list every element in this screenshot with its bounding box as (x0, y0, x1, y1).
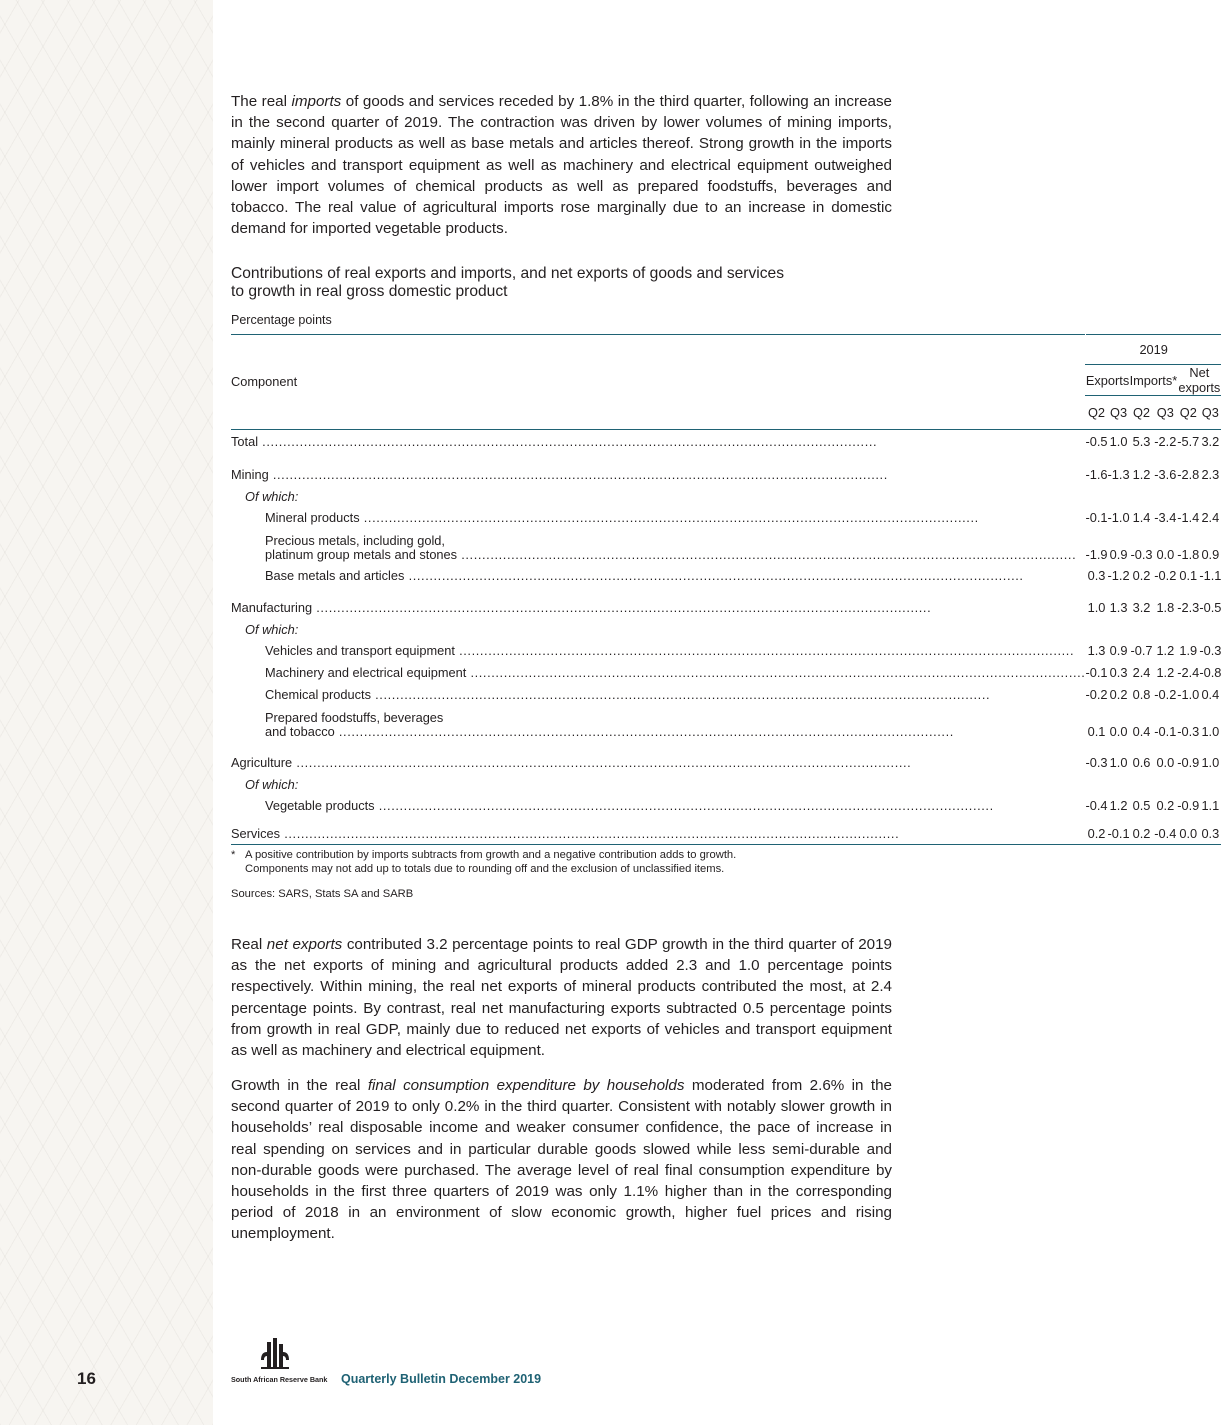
footnote-star: * (231, 849, 236, 861)
table-title-line1: Contributions of real exports and imports, and net exports of goods and services (231, 265, 785, 282)
cell: 0.2 (1130, 823, 1154, 845)
table-row-food (231, 706, 1221, 742)
cell: -1.1 (1199, 568, 1221, 583)
table-title (231, 265, 892, 301)
year-header: 2019 (1085, 335, 1221, 365)
cell: 1.8 (1156, 600, 1175, 615)
table-row-chemical (231, 684, 1221, 706)
cell: 0.2 (1156, 798, 1175, 813)
cell: -2.4 (1177, 665, 1200, 680)
table-row-mining (231, 464, 1221, 486)
para1-text-b: of goods and services receded by 1.8% in the third quarter, following an increase in the second quarter of 2019. The contraction was driven by lower volumes of mining imports, mainly mineral products as well as base metals and articles thereof. Strong growth in the imports of vehicles and transport equipment as well as machinery and electrical equipment outweighed lower import volumes of chemical products as well as prepared foodstuffs, beverages and tobacco. The real value of agricultural imports rose marginally due to an increase in domestic demand for imported vegetable products. (231, 93, 893, 238)
cell: -3.4 (1154, 510, 1177, 525)
quarter-header: Q3 (1108, 396, 1130, 430)
quarter-header: Q3 (1153, 396, 1177, 430)
net-exports-header: Net exports (1178, 365, 1221, 395)
cell: -1.8 (1177, 546, 1200, 562)
cell: 1.0 (1109, 755, 1128, 770)
cell: -0.9 (1177, 755, 1200, 770)
para2-text-a: Real (231, 936, 267, 953)
table-footnote (231, 848, 892, 876)
cell: -5.7 (1177, 434, 1200, 450)
cell: -2.2 (1154, 434, 1177, 450)
row-label-line2: platinum group metals and stones (265, 546, 458, 562)
cell: -2.8 (1177, 467, 1200, 482)
table-row-vehicles (231, 640, 1221, 662)
cell: 2.4 (1132, 665, 1151, 680)
cell: 0.1 (1179, 568, 1198, 583)
cell: -0.1 (1085, 510, 1108, 525)
table-row-services (231, 823, 1221, 845)
cell: -0.3 (1177, 723, 1200, 739)
paragraph-households (231, 1075, 892, 1245)
para3-emphasis: final consumption expenditure by households (367, 1077, 685, 1094)
of-which-label: Of which: (245, 621, 299, 637)
row-label-line2: and tobacco (265, 723, 335, 739)
table-row-precious (231, 529, 1221, 565)
cell: 1.3 (1109, 600, 1128, 615)
cell: 0.1 (1087, 723, 1106, 739)
cell: 5.3 (1132, 434, 1151, 450)
cell: -0.7 (1130, 643, 1153, 658)
cell: -0.5 (1199, 600, 1221, 615)
table-title-line2: to growth in real gross domestic product (231, 283, 508, 300)
cell: 1.0 (1201, 723, 1220, 739)
para2-emphasis: net exports (266, 936, 343, 953)
cell: -1.0 (1107, 510, 1130, 525)
cell: 0.9 (1109, 643, 1128, 658)
para1-text-a: The real (231, 93, 292, 110)
cell: 1.4 (1132, 510, 1151, 525)
cell: 0.4 (1132, 723, 1151, 739)
cell: -1.3 (1107, 467, 1130, 482)
bank-name: South African Reserve Bank (231, 1375, 328, 1384)
cell: 1.2 (1156, 665, 1175, 680)
paragraph-imports (231, 91, 892, 239)
table-row-vegetable (231, 795, 1221, 817)
cell: 3.2 (1201, 434, 1220, 450)
reserve-bank-logo-icon (231, 1334, 331, 1394)
table-row-base (231, 565, 1221, 587)
row-label: Vehicles and transport equipment (265, 643, 455, 658)
footnote-line2: Components may not add up to totals due to rounding off and the exclusion of unclassified items. (245, 863, 725, 875)
cell: -0.1 (1108, 823, 1130, 845)
row-label-line1: Prepared foodstuffs, beverages (265, 709, 444, 725)
table-row-machinery (231, 662, 1221, 684)
cell: -0.3 (1199, 643, 1221, 658)
cell: 0.3 (1087, 568, 1106, 583)
cell: 0.0 (1109, 723, 1128, 739)
cell: 0.3 (1199, 823, 1221, 845)
cell: 1.2 (1156, 643, 1175, 658)
cell: 0.8 (1132, 687, 1151, 702)
cell: 1.1 (1201, 798, 1220, 813)
table-row-agriculture (231, 752, 1221, 774)
cell: 2.4 (1201, 510, 1220, 525)
para3-text-a: Growth in the real (231, 1077, 368, 1094)
cell: -0.9 (1177, 798, 1200, 813)
row-label: Mineral products (265, 510, 360, 525)
cell: 0.9 (1201, 546, 1220, 562)
table-sources: Sources: SARS, Stats SA and SARB (231, 888, 414, 900)
cell: 0.5 (1132, 798, 1151, 813)
table-unit: Percentage points (231, 313, 332, 327)
imports-header: Imports* (1130, 365, 1178, 396)
row-label: Mining (231, 467, 269, 482)
cell: -0.2 (1154, 568, 1177, 583)
cell: -1.2 (1107, 568, 1130, 583)
cell: -0.1 (1085, 665, 1108, 680)
cell: 0.6 (1132, 755, 1151, 770)
cell: 3.2 (1132, 600, 1151, 615)
cell: -0.8 (1199, 665, 1221, 680)
cell: 1.0 (1109, 434, 1128, 450)
cell: 0.2 (1085, 823, 1107, 845)
page-number: 16 (77, 1369, 96, 1388)
row-label: Agriculture (231, 755, 293, 770)
cell: 0.0 (1156, 546, 1175, 562)
row-label: Vegetable products (265, 798, 375, 813)
paragraph-net-exports (231, 934, 892, 1061)
para3-text-b: moderated from 2.6% in the second quarter of 2019 to only 0.2% in the third quarter. Consistent with notably slower growth in households’ real disposable income and weaker consumer confidence, the pace of increase in real spending on services and in particular durable goods slowed while less semi-durable and non-durable goods were purchased. The average level of real final consumption expenditure by households in the first three quarters of 2019 was only 1.1% higher than in the corresponding period of 2018 in an environment of slow economic growth, higher fuel prices and rising unemployment. (231, 1077, 893, 1243)
row-label: Chemical products (265, 687, 371, 702)
cell: 1.2 (1109, 798, 1128, 813)
exports-header: Exports (1085, 365, 1129, 396)
para1-emphasis: imports (291, 93, 342, 110)
cell: -1.6 (1085, 467, 1108, 482)
decorative-side-band (0, 0, 213, 1425)
contributions-table (231, 334, 1221, 845)
row-label: Services (231, 825, 281, 841)
quarter-header: Q3 (1199, 396, 1221, 430)
cell: -0.3 (1130, 546, 1153, 562)
cell: -0.1 (1154, 723, 1177, 739)
cell: -1.0 (1177, 687, 1200, 702)
cell: 1.2 (1132, 467, 1151, 482)
row-label: Manufacturing (231, 600, 313, 615)
cell: 0.9 (1109, 546, 1128, 562)
cell: 1.9 (1179, 643, 1198, 658)
row-label: Base metals and articles (265, 568, 405, 583)
of-which-label: Of which: (245, 776, 299, 792)
footnote-line1: A positive contribution by imports subtracts from growth and a negative contribution adds to growth. (245, 849, 737, 861)
cell: -0.3 (1085, 755, 1108, 770)
cell: 1.3 (1087, 643, 1106, 658)
cell: -1.4 (1177, 510, 1200, 525)
cell: 1.0 (1087, 600, 1106, 615)
cell: -0.4 (1085, 798, 1108, 813)
cell: 0.0 (1156, 755, 1175, 770)
quarter-header: Q2 (1085, 396, 1107, 430)
cell: 0.4 (1201, 687, 1220, 702)
table-row-total (231, 430, 1221, 454)
cell: -0.5 (1085, 434, 1108, 450)
of-which-label: Of which: (245, 488, 299, 504)
cell: 0.3 (1109, 665, 1128, 680)
quarter-header: Q2 (1177, 396, 1199, 430)
cell: -2.3 (1177, 600, 1200, 615)
cell: 0.2 (1132, 568, 1151, 583)
cell: 2.3 (1201, 467, 1220, 482)
cell: -1.9 (1085, 546, 1108, 562)
para2-text-b: contributed 3.2 percentage points to real GDP growth in the third quarter of 2019 as the net exports of mining and agricultural products added 2.3 and 1.0 percentage points respectively. Within mining, the real net exports of mineral products contributed the most, at 2.4 percentage points. By contrast, real net manufacturing exports subtracted 0.5 percentage points from growth in real GDP, mainly due to reduced net exports of vehicles and transport equipment as well as machinery and electrical equipment. (231, 936, 892, 1060)
cell: 0.0 (1177, 823, 1199, 845)
component-header: Component (231, 373, 298, 389)
row-label: Total (231, 434, 259, 450)
cell: 0.2 (1109, 687, 1128, 702)
cell: -0.2 (1154, 687, 1177, 702)
cell: -3.6 (1154, 467, 1177, 482)
cell: -0.2 (1085, 687, 1108, 702)
row-label-line1: Precious metals, including gold, (265, 532, 445, 548)
table-row-manufacturing (231, 597, 1221, 619)
quarter-header: Q2 (1130, 396, 1154, 430)
publication-title: Quarterly Bulletin December 2019 (341, 1372, 542, 1386)
table-row-mineral (231, 507, 1221, 529)
cell: 1.0 (1201, 755, 1220, 770)
cell: -0.4 (1153, 823, 1177, 845)
row-label: Machinery and electrical equipment (265, 665, 467, 680)
